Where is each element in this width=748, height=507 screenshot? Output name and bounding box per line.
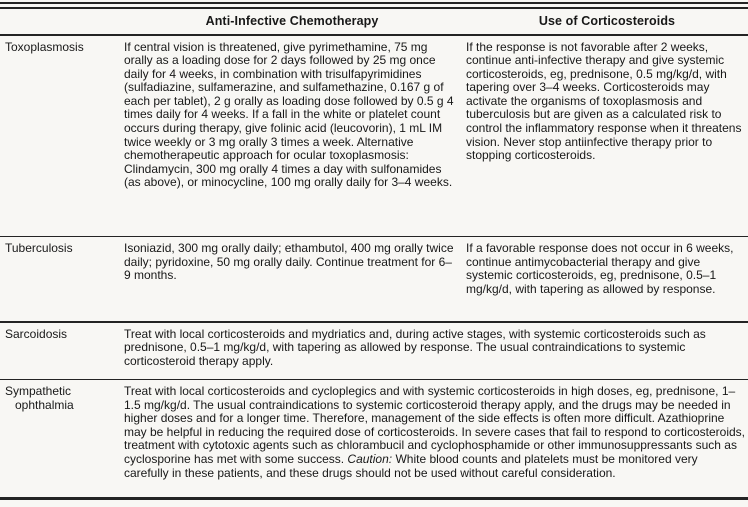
table-header-row xyxy=(0,9,748,34)
condition-label-toxoplasmosis: Toxoplasmosis xyxy=(5,39,84,54)
sympathetic-ophthalmia-treatment-text xyxy=(124,385,748,490)
bottom-rule xyxy=(0,497,748,500)
top-rule-outer xyxy=(0,2,748,4)
treatment-text-main: Treat with local corticosteroids and cycloplegics and with systemic corticosteroids in high doses, eg, prednisone, 1–1.5 mg/kg/d. The usual contraindications to systemic corticosteroid therapy apply, and the drugs may be needed in higher doses and for a longer time. Therefore, management of the side effects is often more difficult. Azathioprine may be helpful in reducing the required dose of corticosteroids. In severe cases that fail to respond to corticosteroids, treatment with cytotoxic agents such as chlorambucil and cyclophosphamide or other immunosuppressants such as cyclosporine has met with some success. xyxy=(124,384,745,466)
column-header-use-of-corticosteroids: Use of Corticosteroids xyxy=(538,14,676,29)
caution-label: Caution: xyxy=(347,451,393,466)
column-header-anti-infective-chemotherapy: Anti-Infective Chemotherapy xyxy=(205,14,379,29)
toxoplasmosis-corticosteroids-text: If the response is not favorable after 2 weeks, continue anti-infective therapy and give systemic corticosteroids, eg, prednisone, 0.5 mg/kg/d, with tapering over 3–4 weeks. Corticosteroids may activate the organisms of toxoplasmosis and tuberculosis but are given as a calculated risk to control the inflammatory response when it threatens vision. Never stop antiinfective therapy prior to stopping corticosteroids. xyxy=(466,39,742,163)
condition-label-sarcoidosis: Sarcoidosis xyxy=(5,326,68,341)
sarcoidosis-treatment-text: Treat with local corticosteroids and mydriatics and, during active stages, with systemic corticosteroids such as prednisone, 0.5–1 mg/kg/d, with tapering as allowed by response. The usual contraindications to systemic corticosteroid therapy apply. xyxy=(124,326,706,368)
tuberculosis-corticosteroids-text: If a favorable response does not occur in 6 weeks, continue antimycobacterial therapy and give systemic corticosteroids, eg, prednisone, 0.5–1 mg/kg/d, with tapering as allowed by response. xyxy=(466,241,734,296)
table-row-sympathetic-ophthalmia xyxy=(0,380,748,497)
table-row-tuberculosis xyxy=(0,237,748,321)
condition-label-sympathetic-ophthalmia: Sympathetic ophthalmia xyxy=(5,384,74,412)
table-row-sarcoidosis xyxy=(0,323,748,379)
condition-label-tuberculosis: Tuberculosis xyxy=(5,241,73,255)
toxoplasmosis-anti-infective-text: If central vision is threatened, give pyrimethamine, 75 mg orally as a loading dose for 2 days followed by 25 mg once daily for 4 weeks, in combination with trisulfapyrimidines (sulfadiazine, sulfamerazine, and sulfamethazine, 0.167 g of each per tablet), 2 g orally as loading dose followed by 0.5 g 4 times daily for 4 weeks. If a fall in the white or platelet count occurs during therapy, give folinic acid (leucovorin), 1 mL IM twice weekly or 3 mg orally 3 times a week. Alternative chemotherapeutic approach for ocular toxoplasmosis: Clindamycin, 300 mg orally 4 times a day with sulfonamides (as above), or minocycline, 100 mg orally daily for 3–4 weeks. xyxy=(124,39,454,190)
table-row-toxoplasmosis xyxy=(0,36,748,236)
caution-text: White blood counts and platelets must be monitored very carefully in these patients, and these drugs should not be used without careful consideration. xyxy=(124,451,698,480)
tuberculosis-anti-infective-text: Isoniazid, 300 mg orally daily; ethambutol, 400 mg orally twice daily; pyridoxine, 50 mg orally daily. Continue treatment for 6–9 months. xyxy=(124,241,454,283)
